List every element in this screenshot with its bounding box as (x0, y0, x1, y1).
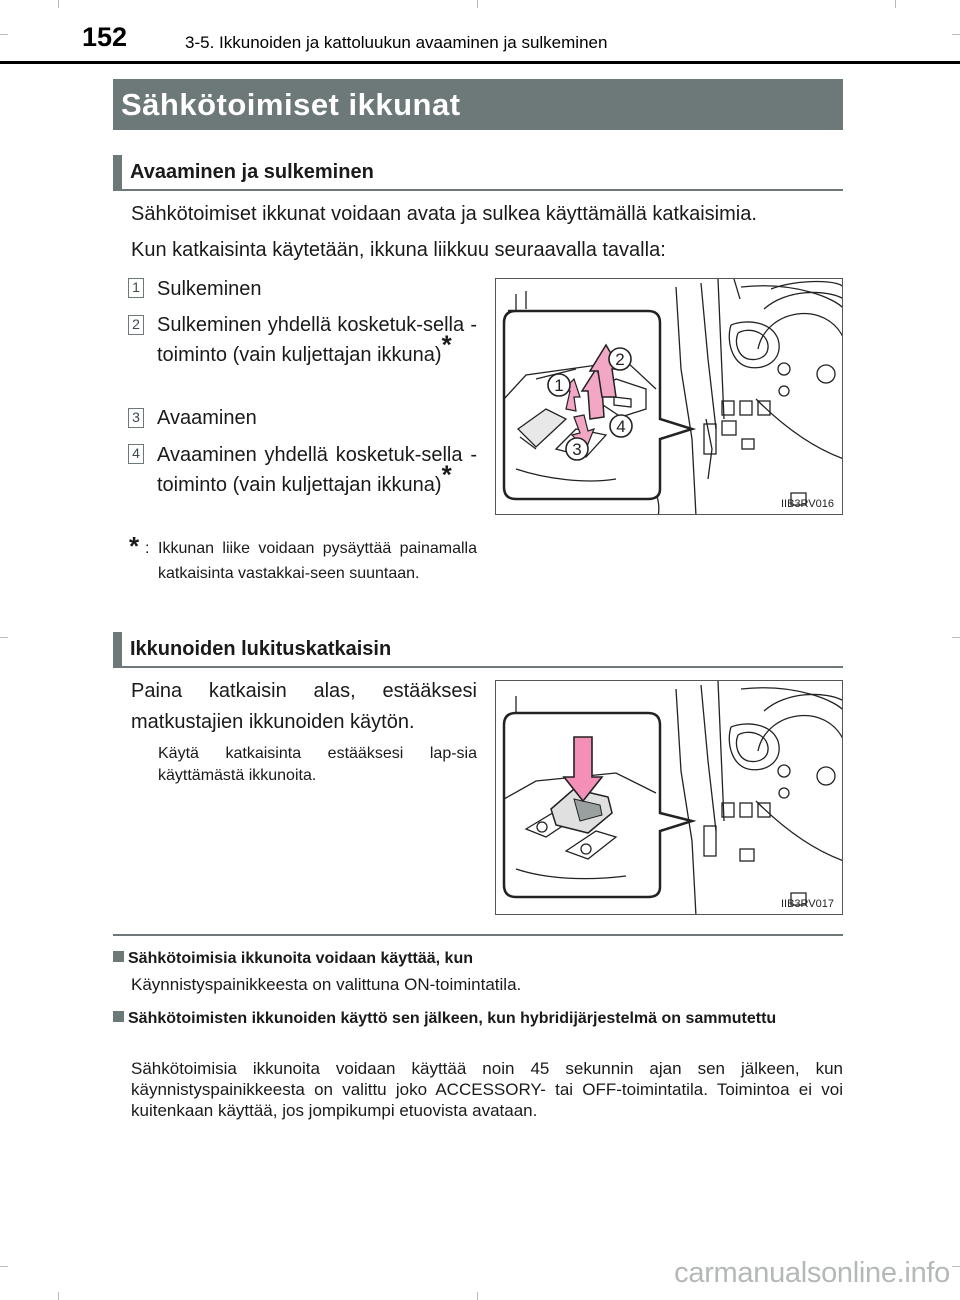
page-header (0, 0, 960, 60)
list-number: 1 (128, 278, 144, 298)
list-item: Avaaminen yhdellä kosketuk-sella -toiminto (vain kuljettajan ikkuna)* (157, 444, 477, 496)
window-switch-illustration (496, 279, 843, 515)
page-title: Sähkötoimiset ikkunat (121, 87, 461, 122)
note-heading: Sähkötoimisia ikkunoita voidaan käyttää, kun (113, 949, 843, 969)
callout-label: 2 (615, 350, 625, 369)
section1-lead: Kun katkaisinta käytetään, ikkuna liikkuu seuraavalla tavalla: (131, 239, 666, 261)
section-heading-opening-closing (113, 155, 843, 191)
page-title-bar (113, 79, 843, 130)
list-number: 4 (128, 444, 144, 464)
section-heading-text: Ikkunoiden lukituskatkaisin (130, 638, 392, 660)
watermark: carmanualsonline.info (674, 1257, 950, 1289)
note-body: Käynnistyspainikkeesta on valittuna ON-toimintatila. (131, 975, 522, 994)
page-number: 152 (82, 22, 128, 52)
footnote-star: * (441, 459, 452, 490)
list-item: Sulkeminen (157, 278, 262, 300)
footnote-star: * (129, 531, 140, 561)
list-number: 2 (128, 315, 144, 335)
footnote-colon: : (145, 540, 150, 557)
chapter-title: 3-5. Ikkunoiden ja kattoluukun avaaminen ja sulkeminen (185, 33, 608, 52)
lock-switch-illustration (496, 681, 843, 915)
note-bullet-square (113, 951, 124, 962)
list-item: Sulkeminen yhdellä kosketuk-sella -toiminto (vain kuljettajan ikkuna)* (157, 314, 477, 366)
figure-label: IIB3RV017 (780, 898, 834, 910)
section-heading-text: Avaaminen ja sulkeminen (130, 161, 374, 183)
figure-window-switch (495, 278, 843, 515)
heading-accent-bar (113, 632, 122, 666)
note-body: Sähkötoimisia ikkunoita voidaan käyttää noin 45 sekunnin ajan sen jälkeen, kun käynnistyspainikkeesta on valittu joko ACCESSORY- tai OFF-toimintatila. Toimintoa ei voi kuitenkaan käyttää, jos jompikumpi etuovista avataan. (131, 1059, 843, 1120)
note-bullet-square (113, 1011, 124, 1022)
footnote-text: Ikkunan liike voidaan pysäyttää painamalla katkaisinta vastakkai-seen suuntaan. (158, 540, 477, 582)
callout-label: 3 (572, 440, 582, 459)
footnote-star: * (441, 329, 452, 360)
figure-label: IIB3RV016 (780, 498, 834, 510)
callout-label: 4 (616, 417, 626, 436)
list-item: Avaaminen (157, 407, 257, 429)
lock-note: Käytä katkaisinta estääksesi lap-sia käyttämästä ikkunoita. (158, 745, 477, 784)
heading-accent-bar (113, 155, 122, 189)
lock-instruction: Paina katkaisin alas, estääksesi matkustajien ikkunoiden käytön. (131, 680, 477, 733)
section-heading-lock-switch (113, 632, 843, 668)
callout-label: 1 (554, 376, 564, 395)
list-number: 3 (128, 408, 144, 428)
notes-divider (113, 934, 843, 936)
section1-intro: Sähkötoimiset ikkunat voidaan avata ja sulkea käyttämällä katkaisimia. (131, 203, 757, 225)
figure-lock-switch (495, 680, 843, 915)
header-rule (0, 61, 960, 64)
note-heading: Sähkötoimisten ikkunoiden käyttö sen jälkeen, kun hybridijärjestelmä on sammutettu (113, 1009, 843, 1029)
